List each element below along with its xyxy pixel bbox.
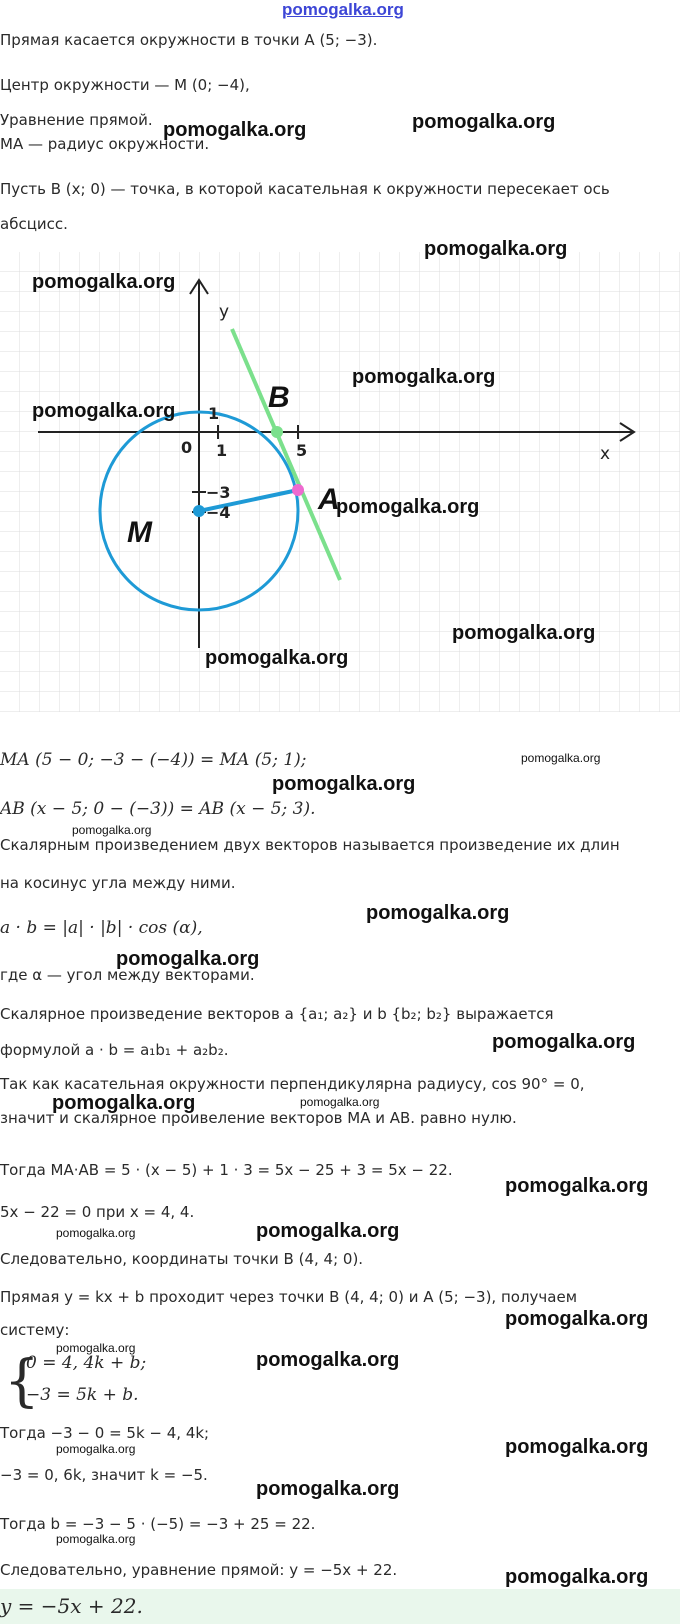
watermark: pomogalka.org bbox=[56, 1226, 136, 1240]
text-line: Следовательно, уравнение прямой: y = −5x + 22. bbox=[0, 1561, 398, 1579]
watermark: pomogalka.org bbox=[56, 1442, 136, 1456]
watermark: pomogalka.org bbox=[205, 647, 349, 669]
watermark: pomogalka.org bbox=[56, 1341, 136, 1355]
watermark: pomogalka.org bbox=[352, 366, 496, 388]
watermark: pomogalka.org bbox=[300, 1095, 380, 1109]
watermark: pomogalka.org bbox=[32, 271, 176, 293]
origin-label: 0 bbox=[181, 438, 193, 457]
watermark: pomogalka.org bbox=[52, 1092, 196, 1114]
watermark: pomogalka.org bbox=[256, 1478, 400, 1500]
text-line: Следовательно, координаты точки B (4, 4; 0). bbox=[0, 1250, 364, 1268]
text-line: значит и скалярное проивеление векторов MA и AB. равно нулю. bbox=[0, 1109, 517, 1127]
formula-line: AB (x − 5; 0 − (−3)) = AB (x − 5; 3). bbox=[0, 799, 316, 819]
text-line: 5x − 22 = 0 при x = 4, 4. bbox=[0, 1203, 195, 1221]
tick-label: 1 bbox=[208, 404, 220, 423]
text-line: абсцисс. bbox=[0, 215, 68, 233]
tick-label: 5 bbox=[296, 441, 308, 460]
watermark: pomogalka.org bbox=[412, 111, 556, 133]
watermark: pomogalka.org bbox=[163, 119, 307, 141]
point-M bbox=[193, 505, 205, 517]
text-line: на косинус угла между ними. bbox=[0, 874, 236, 892]
text-line: MA — радиус окружности. bbox=[0, 135, 210, 153]
answer-text: y = −5x + 22. bbox=[0, 1594, 143, 1618]
point-A-label: A bbox=[318, 483, 340, 516]
text-line: Скалярное произведение векторов a {a₁; a₂} и b {b₂; b₂} выражается bbox=[0, 1005, 554, 1023]
system-brace: { bbox=[4, 1349, 40, 1414]
watermark: pomogalka.org bbox=[72, 823, 152, 837]
watermark: pomogalka.org bbox=[492, 1031, 636, 1053]
y-axis-label: y bbox=[219, 302, 230, 322]
system-eq: −3 = 5k + b. bbox=[26, 1385, 139, 1405]
text-line: Тогда MA·AB = 5 · (x − 5) + 1 · 3 = 5x − 25 + 3 = 5x − 22. bbox=[0, 1161, 453, 1179]
watermark: pomogalka.org bbox=[256, 1220, 400, 1242]
watermark: pomogalka.org bbox=[521, 751, 601, 765]
text-line: Уравнение прямой. bbox=[0, 111, 153, 129]
system-eq: 0 = 4, 4k + b; bbox=[26, 1353, 147, 1373]
watermark: pomogalka.org bbox=[424, 238, 568, 260]
point-A bbox=[292, 484, 304, 496]
watermark: pomogalka.org bbox=[116, 948, 260, 970]
watermark: pomogalka.org bbox=[56, 1532, 136, 1546]
watermark: pomogalka.org bbox=[505, 1436, 649, 1458]
x-axis-label: x bbox=[600, 444, 611, 464]
text-line: Тогда −3 − 0 = 5k − 4, 4k; bbox=[0, 1424, 210, 1442]
formula-line: a · b = |a| · |b| · cos (α), bbox=[0, 918, 203, 938]
text-line: Тогда b = −3 − 5 · (−5) = −3 + 25 = 22. bbox=[0, 1515, 316, 1533]
watermark: pomogalka.org bbox=[272, 773, 416, 795]
text-line: Центр окружности — M (0; −4), bbox=[0, 76, 250, 94]
text-line: систему: bbox=[0, 1321, 70, 1339]
answer-box bbox=[0, 1589, 680, 1624]
point-B bbox=[271, 426, 283, 438]
tick-label: −3 bbox=[206, 483, 231, 502]
tick-label: 1 bbox=[216, 441, 228, 460]
watermark: pomogalka.org bbox=[505, 1566, 649, 1588]
text-line: Скалярным произведением двух векторов называется произведение их длин bbox=[0, 836, 620, 854]
watermark: pomogalka.org bbox=[505, 1175, 649, 1197]
text-line: Прямая касается окружности в точки A (5; −3). bbox=[0, 31, 378, 49]
watermark: pomogalka.org bbox=[452, 622, 596, 644]
site-link[interactable]: pomogalka.org bbox=[282, 0, 404, 19]
text-line: Прямая y = kx + b проходит через точки B (4, 4; 0) и A (5; −3), получаем bbox=[0, 1288, 578, 1306]
watermark: pomogalka.org bbox=[336, 496, 480, 518]
text-line: формулой a · b = a₁b₁ + a₂b₂. bbox=[0, 1041, 229, 1059]
text-line: Пусть B (x; 0) — точка, в которой касательная к окружности пересекает ось bbox=[0, 180, 610, 198]
point-B-label: B bbox=[268, 381, 290, 414]
tick-label: −4 bbox=[206, 503, 231, 522]
watermark: pomogalka.org bbox=[32, 400, 176, 422]
formula-line: MA (5 − 0; −3 − (−4)) = MA (5; 1); bbox=[0, 750, 307, 770]
text-line: −3 = 0, 6k, значит k = −5. bbox=[0, 1466, 208, 1484]
watermark: pomogalka.org bbox=[505, 1308, 649, 1330]
text-line: Так как касательная окружности перпендикулярна радиусу, cos 90° = 0, bbox=[0, 1075, 585, 1093]
point-M-label: M bbox=[127, 516, 152, 549]
text-line: где α — угол между векторами. bbox=[0, 966, 255, 984]
watermark: pomogalka.org bbox=[256, 1349, 400, 1371]
watermark: pomogalka.org bbox=[366, 902, 510, 924]
